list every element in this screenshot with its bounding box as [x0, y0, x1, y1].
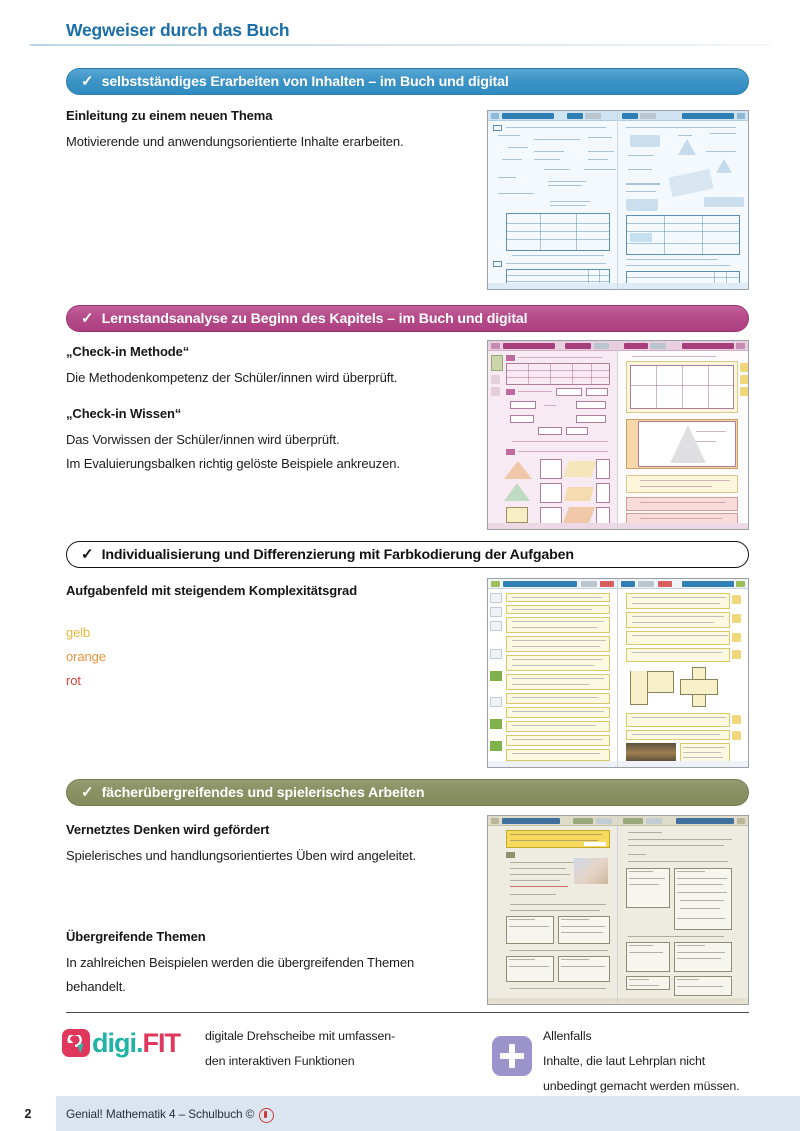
body-paragraph: behandelt.	[66, 979, 126, 995]
check-icon: ✓	[81, 310, 94, 327]
page-header	[0, 0, 800, 52]
sub-heading: Vernetztes Denken wird gefördert	[66, 822, 270, 837]
digifit-description-line1: digitale Drehscheibe mit umfassen-	[205, 1029, 396, 1043]
body-paragraph: Im Evaluierungsbalken richtig gelöste Beispiele ankreuzen.	[66, 456, 400, 472]
legend-rot: rot	[66, 673, 81, 689]
sub-heading: Einleitung zu einem neuen Thema	[66, 108, 273, 123]
section-banner-pink	[66, 305, 749, 332]
body-paragraph: Die Methodenkompetenz der Schüler/innen wird überprüft.	[66, 370, 398, 385]
plus-icon	[492, 1036, 532, 1076]
section-banner-blue	[66, 68, 749, 95]
sub-heading: „Check-in Methode“	[66, 344, 190, 359]
sub-heading: „Check-in Wissen“	[66, 406, 182, 422]
section-banner-olive	[66, 779, 749, 806]
section-banner-outline	[66, 541, 749, 568]
section-banner-label: Lernstandsanalyse zu Beginn des Kapitels – im Buch und digital	[101, 310, 528, 327]
page-title: Wegweiser durch das Buch	[66, 20, 290, 40]
section-body	[66, 583, 466, 607]
color-legend	[66, 621, 466, 693]
book-spread-thumbnail-yellow[interactable]	[487, 578, 749, 768]
plus-legend-line3: unbedingt gemacht werden müssen.	[543, 1079, 740, 1093]
sub-heading: Übergreifende Themen	[66, 929, 206, 944]
section-banner-label: fächerübergreifendes und spielerisches Arbeiten	[101, 784, 425, 801]
digifit-wordmark	[92, 1028, 180, 1058]
digifit-logo	[62, 1024, 202, 1064]
legend-orange: orange	[66, 649, 106, 665]
digifit-word-red: FIT	[142, 1028, 180, 1058]
body-paragraph: In zahlreichen Beispielen werden die übergreifenden Themen	[66, 955, 415, 970]
section-banner-label: selbstständiges Erarbeiten von Inhalten – im Buch und digital	[101, 73, 509, 90]
plus-legend-title: Allenfalls	[543, 1029, 592, 1043]
section-body-2	[66, 929, 466, 1001]
check-icon: ✓	[81, 546, 94, 563]
section-body	[66, 822, 466, 870]
header-divider	[30, 44, 770, 46]
body-paragraph: Das Vorwissen der Schüler/innen wird überprüft.	[66, 432, 340, 448]
check-icon: ✓	[81, 73, 94, 90]
legend-divider	[66, 1012, 749, 1013]
check-icon: ✓	[81, 784, 94, 801]
digifit-mark-icon	[62, 1029, 90, 1057]
body-paragraph: Motivierende und anwendungsorientierte Inhalte erarbeiten.	[66, 134, 404, 149]
book-spread-thumbnail-olive[interactable]	[487, 815, 749, 1005]
section-body	[66, 108, 466, 156]
section-banner-label: Individualisierung und Differenzierung mit Farbkodierung der Aufgaben	[101, 546, 574, 563]
section-body	[66, 344, 466, 478]
page-footer	[0, 1096, 800, 1131]
book-spread-thumbnail-blue[interactable]	[487, 110, 749, 290]
page-number: 2	[24, 1106, 32, 1121]
legend-gelb: gelb	[66, 625, 91, 640]
oebv-logo-icon	[259, 1108, 274, 1123]
book-spread-thumbnail-pink[interactable]	[487, 340, 749, 530]
plus-legend-line2: Inhalte, die laut Lehrplan nicht	[543, 1054, 706, 1068]
digifit-word-teal: digi.	[92, 1028, 143, 1058]
digifit-description-line2: den interaktiven Funktionen	[205, 1054, 355, 1068]
sub-heading: Aufgabenfeld mit steigendem Komplexitätsgrad	[66, 583, 358, 598]
footer-credit-text: Genial! Mathematik 4 – Schulbuch ©	[66, 1106, 255, 1121]
body-paragraph: Spielerisches und handlungsorientiertes Üben wird angeleitet.	[66, 848, 417, 863]
footer-credit	[66, 1096, 274, 1131]
